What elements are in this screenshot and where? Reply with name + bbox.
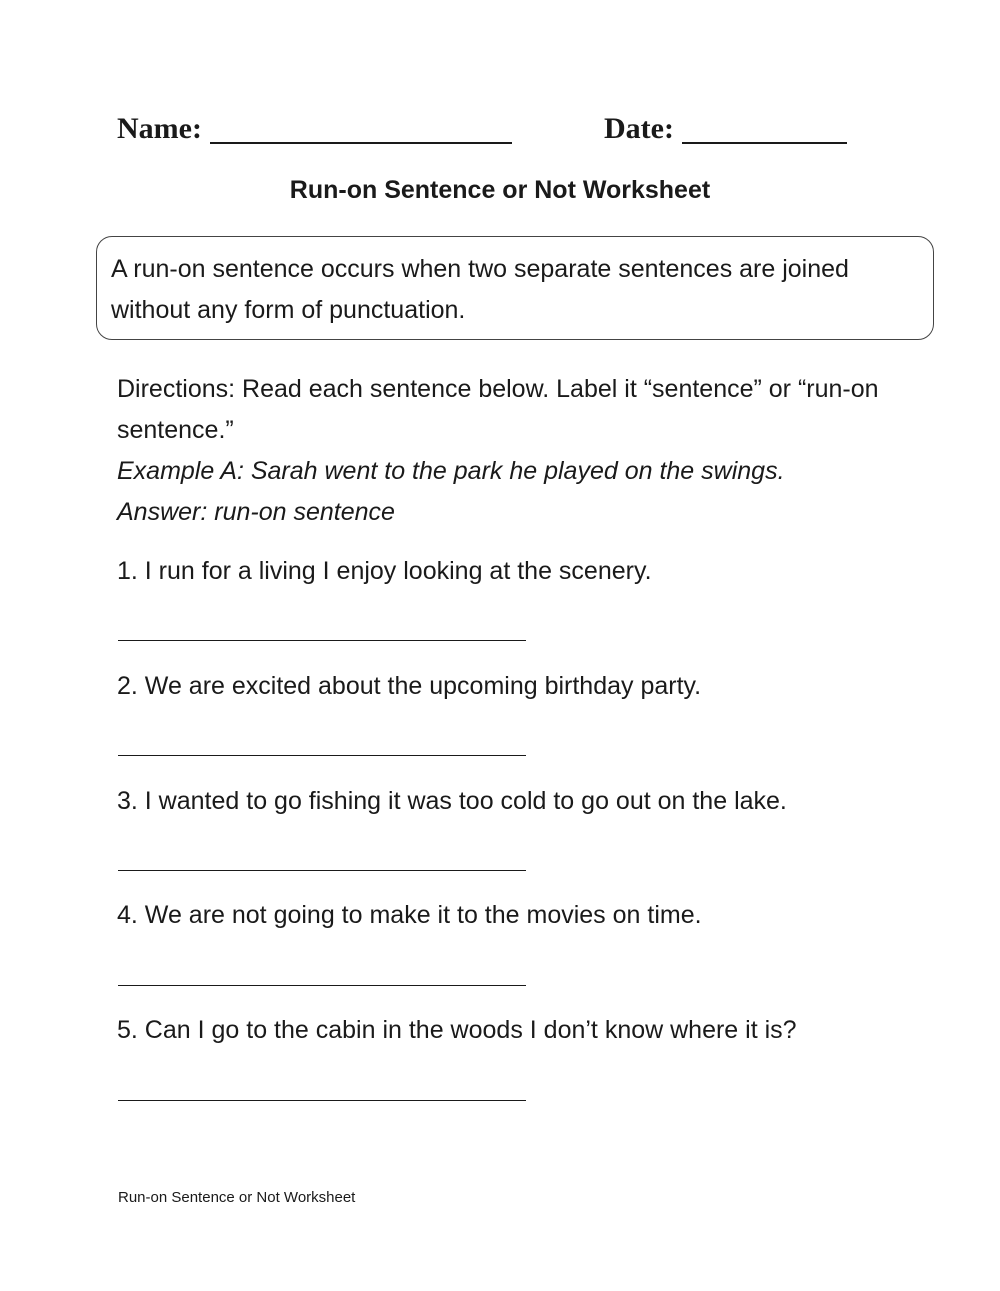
answer-line-5[interactable] bbox=[118, 1100, 526, 1101]
definition-text: A run-on sentence occurs when two separate sentences are joined without any form of punctuation. bbox=[111, 255, 849, 324]
header-row bbox=[117, 112, 877, 160]
page-title: Run-on Sentence or Not Worksheet bbox=[289, 176, 711, 204]
date-label: Date: bbox=[604, 112, 674, 145]
answer-line-2[interactable] bbox=[118, 755, 526, 756]
example-answer: Answer: run-on sentence bbox=[117, 498, 395, 526]
date-input-line[interactable] bbox=[682, 112, 847, 144]
definition-box bbox=[96, 236, 934, 340]
question-1: 1. I run for a living I enjoy looking at the scenery. bbox=[117, 557, 652, 585]
answer-line-1[interactable] bbox=[118, 640, 526, 641]
question-2: 2. We are excited about the upcoming birthday party. bbox=[117, 672, 702, 700]
date-field bbox=[604, 112, 847, 146]
name-label: Name: bbox=[117, 112, 202, 145]
question-3: 3. I wanted to go fishing it was too cold to go out on the lake. bbox=[117, 787, 787, 815]
answer-line-3[interactable] bbox=[118, 870, 526, 871]
question-5: 5. Can I go to the cabin in the woods I don’t know where it is? bbox=[117, 1016, 797, 1044]
name-field bbox=[117, 112, 512, 146]
page-footer: Run-on Sentence or Not Worksheet bbox=[118, 1189, 356, 1206]
name-input-line[interactable] bbox=[210, 112, 512, 144]
question-4: 4. We are not going to make it to the movies on time. bbox=[117, 901, 702, 929]
example-sentence: Example A: Sarah went to the park he played on the swings. bbox=[117, 457, 785, 485]
answer-line-4[interactable] bbox=[118, 985, 526, 986]
directions-text: Directions: Read each sentence below. Label it “sentence” or “run-on sentence.” bbox=[117, 375, 879, 444]
